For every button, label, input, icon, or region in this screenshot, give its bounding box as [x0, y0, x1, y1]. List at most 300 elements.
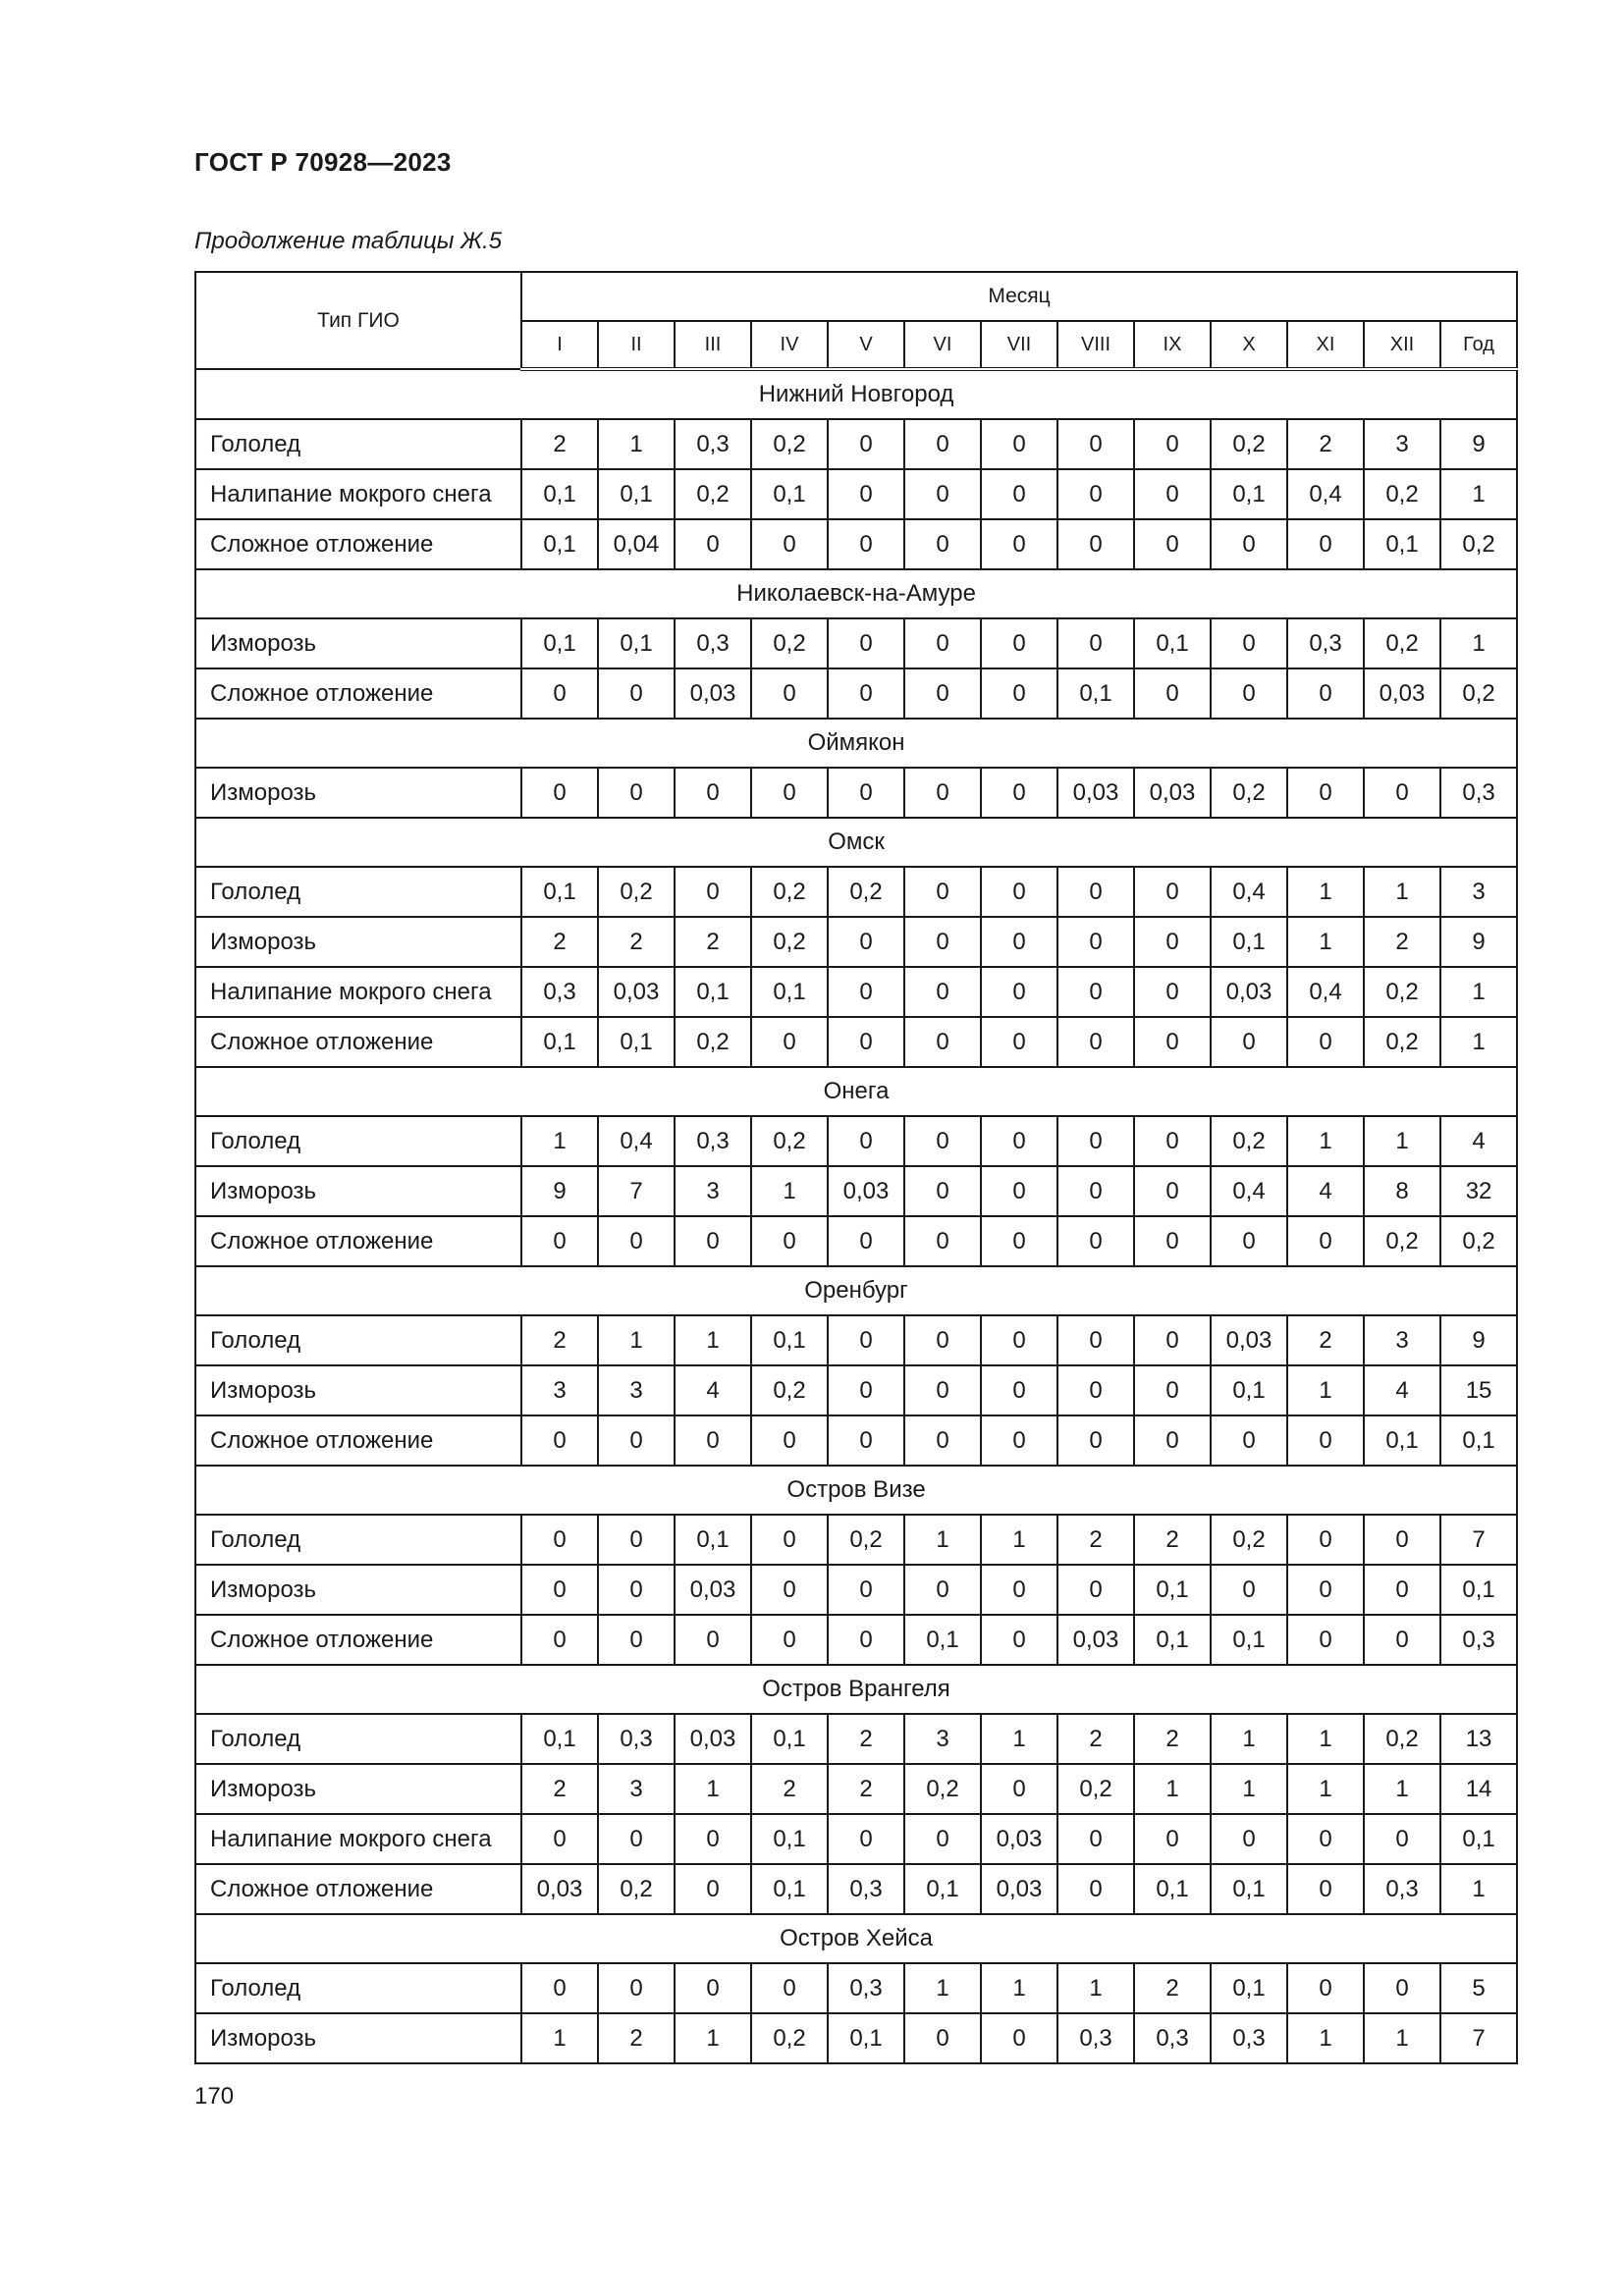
month-value-cell: 0 [981, 668, 1057, 719]
column-header-0: I [521, 321, 598, 369]
month-value-cell: 0,1 [521, 1017, 598, 1067]
month-value-cell: 0 [1134, 867, 1211, 917]
month-value-cell: 0,1 [1057, 668, 1134, 719]
month-value-cell: 0,03 [675, 668, 751, 719]
month-value-cell: 0 [904, 419, 981, 469]
gio-type-cell: Сложное отложение [195, 1216, 521, 1266]
table-body [195, 369, 1517, 2063]
gio-table [194, 271, 1518, 2064]
gio-type-cell: Изморозь [195, 1365, 521, 1415]
gio-type-cell: Изморозь [195, 768, 521, 818]
station-name: Нижний Новгород [195, 369, 1517, 419]
month-value-cell: 0 [598, 1415, 675, 1466]
gio-type-cell: Сложное отложение [195, 1615, 521, 1665]
month-value-cell: 0,1 [1211, 469, 1287, 519]
month-value-cell: 0 [1057, 1365, 1134, 1415]
gio-type-cell: Изморозь [195, 618, 521, 668]
month-value-cell: 0 [904, 2013, 981, 2063]
month-value-cell: 0,03 [1134, 768, 1211, 818]
month-value-cell: 0,1 [1134, 1615, 1211, 1665]
month-value-cell: 1 [751, 1166, 828, 1216]
month-value-cell: 0,3 [1364, 1864, 1440, 1914]
month-value-cell: 0 [828, 519, 904, 569]
month-value-cell: 2 [1364, 917, 1440, 967]
station-row [195, 1665, 1517, 1714]
month-value-cell: 0,1 [1134, 618, 1211, 668]
month-value-cell: 0 [981, 519, 1057, 569]
month-value-cell: 0,03 [1211, 967, 1287, 1017]
column-header-1: II [598, 321, 675, 369]
station-name: Остров Хейса [195, 1914, 1517, 1963]
column-header-9: X [1211, 321, 1287, 369]
month-value-cell: 0 [981, 917, 1057, 967]
month-value-cell: 0 [751, 1415, 828, 1466]
month-value-cell: 0,03 [828, 1166, 904, 1216]
month-value-cell: 2 [1057, 1515, 1134, 1565]
month-value-cell: 0,2 [751, 867, 828, 917]
month-value-cell: 0 [1057, 1315, 1134, 1365]
table-row [195, 668, 1517, 719]
month-value-cell: 0 [1287, 1615, 1364, 1665]
month-value-cell: 0,2 [598, 867, 675, 917]
month-value-cell: 1 [1287, 2013, 1364, 2063]
month-value-cell: 0,1 [521, 867, 598, 917]
month-value-cell: 0,4 [598, 1116, 675, 1166]
month-value-cell: 1 [1364, 2013, 1440, 2063]
column-header-7: VIII [1057, 321, 1134, 369]
month-value-cell: 1 [598, 419, 675, 469]
month-value-cell: 1 [1364, 867, 1440, 917]
month-value-cell: 0,2 [1364, 1714, 1440, 1764]
month-value-cell: 0 [981, 1017, 1057, 1067]
month-value-cell: 0 [1287, 1415, 1364, 1466]
month-value-cell: 0,4 [1287, 469, 1364, 519]
table-caption: Продолжение таблицы Ж.5 [194, 228, 503, 254]
month-value-cell: 0,1 [675, 967, 751, 1017]
month-value-cell: 0 [1364, 1814, 1440, 1864]
table-row [195, 618, 1517, 668]
year-value-cell: 7 [1440, 1515, 1517, 1565]
gio-type-cell: Гололед [195, 1714, 521, 1764]
month-value-cell: 0 [904, 1116, 981, 1166]
month-value-cell: 0 [598, 668, 675, 719]
month-value-cell: 2 [521, 419, 598, 469]
month-value-cell: 0,2 [675, 469, 751, 519]
month-value-cell: 0 [1287, 519, 1364, 569]
month-value-cell: 8 [1364, 1166, 1440, 1216]
month-value-cell: 0 [828, 1315, 904, 1365]
month-value-cell: 0 [828, 768, 904, 818]
month-value-cell: 0 [1057, 1814, 1134, 1864]
gio-type-cell: Налипание мокрого снега [195, 469, 521, 519]
month-value-cell: 1 [1287, 917, 1364, 967]
month-value-cell: 0 [1211, 1216, 1287, 1266]
table-row [195, 1565, 1517, 1615]
month-value-cell: 0,2 [751, 618, 828, 668]
month-value-cell: 0 [1134, 1814, 1211, 1864]
month-value-cell: 2 [598, 2013, 675, 2063]
year-value-cell: 0,2 [1440, 519, 1517, 569]
month-value-cell: 1 [1364, 1764, 1440, 1814]
month-value-cell: 0 [904, 469, 981, 519]
month-value-cell: 0 [598, 768, 675, 818]
month-value-cell: 0 [1287, 1017, 1364, 1067]
month-value-cell: 0 [828, 1415, 904, 1466]
month-value-cell: 0 [1057, 967, 1134, 1017]
month-value-cell: 0 [904, 867, 981, 917]
month-value-cell: 0 [904, 1565, 981, 1615]
month-value-cell: 0,03 [1057, 1615, 1134, 1665]
type-column-header: Тип ГИО [195, 272, 521, 369]
month-value-cell: 0,1 [751, 1714, 828, 1764]
month-value-cell: 0 [904, 519, 981, 569]
month-value-cell: 0,3 [521, 967, 598, 1017]
station-row [195, 1067, 1517, 1116]
month-value-cell: 2 [675, 917, 751, 967]
month-value-cell: 0,2 [1211, 1116, 1287, 1166]
month-value-cell: 0,4 [1211, 1166, 1287, 1216]
month-value-cell: 2 [1287, 1315, 1364, 1365]
month-value-cell: 0 [521, 1216, 598, 1266]
month-value-cell: 0,2 [751, 419, 828, 469]
month-value-cell: 0 [1134, 1315, 1211, 1365]
month-value-cell: 3 [904, 1714, 981, 1764]
month-value-cell: 0,03 [1211, 1315, 1287, 1365]
table-row [195, 2013, 1517, 2063]
month-value-cell: 0 [1211, 1814, 1287, 1864]
month-value-cell: 0 [981, 1764, 1057, 1814]
month-value-cell: 0,3 [828, 1963, 904, 2013]
month-value-cell: 0,1 [1211, 917, 1287, 967]
month-value-cell: 2 [521, 917, 598, 967]
month-value-cell: 2 [828, 1764, 904, 1814]
column-header-2: III [675, 321, 751, 369]
month-value-cell: 0 [828, 1017, 904, 1067]
month-value-cell: 3 [1364, 1315, 1440, 1365]
month-value-cell: 0 [1364, 768, 1440, 818]
year-value-cell: 15 [1440, 1365, 1517, 1415]
month-value-cell: 0,03 [981, 1814, 1057, 1864]
month-value-cell: 0,03 [598, 967, 675, 1017]
month-value-cell: 1 [521, 2013, 598, 2063]
month-value-cell: 0,2 [751, 2013, 828, 2063]
month-value-cell: 0 [521, 768, 598, 818]
year-value-cell: 5 [1440, 1963, 1517, 2013]
month-value-cell: 2 [1134, 1714, 1211, 1764]
month-value-cell: 0 [1057, 867, 1134, 917]
month-value-cell: 0,1 [521, 469, 598, 519]
month-value-cell: 0,03 [981, 1864, 1057, 1914]
column-header-5: VI [904, 321, 981, 369]
column-header-11: XII [1364, 321, 1440, 369]
month-value-cell: 0 [981, 1166, 1057, 1216]
gio-type-cell: Гололед [195, 867, 521, 917]
table-row [195, 867, 1517, 917]
month-value-cell: 3 [521, 1365, 598, 1415]
month-value-cell: 1 [1287, 1764, 1364, 1814]
year-value-cell: 0,3 [1440, 1615, 1517, 1665]
month-value-cell: 0,1 [751, 1864, 828, 1914]
column-header-12: Год [1440, 321, 1517, 369]
month-value-cell: 2 [598, 917, 675, 967]
month-value-cell: 0 [981, 1415, 1057, 1466]
month-value-cell: 0 [598, 1814, 675, 1864]
month-value-cell: 4 [1364, 1365, 1440, 1415]
month-value-cell: 0,1 [598, 1017, 675, 1067]
month-value-cell: 0 [1134, 1216, 1211, 1266]
station-row [195, 1266, 1517, 1315]
month-value-cell: 0 [828, 1565, 904, 1615]
month-value-cell: 0 [1211, 618, 1287, 668]
month-value-cell: 0 [751, 668, 828, 719]
column-header-10: XI [1287, 321, 1364, 369]
month-value-cell: 4 [675, 1365, 751, 1415]
month-value-cell: 0,3 [1057, 2013, 1134, 2063]
month-value-cell: 0 [1287, 668, 1364, 719]
month-value-cell: 0 [828, 1116, 904, 1166]
year-value-cell: 1 [1440, 1017, 1517, 1067]
month-value-cell: 0 [828, 618, 904, 668]
table-row [195, 1166, 1517, 1216]
month-value-cell: 0,2 [1211, 419, 1287, 469]
month-value-cell: 2 [521, 1764, 598, 1814]
month-value-cell: 0 [828, 1615, 904, 1665]
month-value-cell: 0 [751, 1565, 828, 1615]
gio-type-cell: Гололед [195, 1315, 521, 1365]
year-value-cell: 13 [1440, 1714, 1517, 1764]
month-value-cell: 0 [1287, 1216, 1364, 1266]
month-value-cell: 0,3 [675, 1116, 751, 1166]
month-value-cell: 0 [828, 1814, 904, 1864]
month-value-cell: 0 [521, 1515, 598, 1565]
year-value-cell: 9 [1440, 419, 1517, 469]
table-row [195, 469, 1517, 519]
month-value-cell: 0 [1211, 1565, 1287, 1615]
month-value-cell: 0 [904, 1315, 981, 1365]
month-value-cell: 0 [675, 1216, 751, 1266]
month-value-cell: 0 [1364, 1963, 1440, 2013]
month-value-cell: 0,3 [675, 419, 751, 469]
month-value-cell: 2 [828, 1714, 904, 1764]
month-value-cell: 0,3 [1211, 2013, 1287, 2063]
month-value-cell: 4 [1287, 1166, 1364, 1216]
station-name: Оренбург [195, 1266, 1517, 1315]
month-value-cell: 0 [1211, 668, 1287, 719]
month-value-cell: 0 [1134, 1166, 1211, 1216]
month-value-cell: 0,2 [1211, 1515, 1287, 1565]
month-value-cell: 0 [981, 1565, 1057, 1615]
month-value-cell: 1 [1134, 1764, 1211, 1814]
month-value-cell: 0,1 [1211, 1365, 1287, 1415]
gio-type-cell: Изморозь [195, 1565, 521, 1615]
month-value-cell: 1 [675, 1315, 751, 1365]
month-value-cell: 0 [1287, 1963, 1364, 2013]
month-value-cell: 0 [981, 1615, 1057, 1665]
gio-type-cell: Изморозь [195, 1166, 521, 1216]
month-value-cell: 0 [904, 917, 981, 967]
station-name: Омск [195, 818, 1517, 867]
gio-type-cell: Изморозь [195, 1764, 521, 1814]
month-value-cell: 0 [828, 917, 904, 967]
month-value-cell: 0,4 [1287, 967, 1364, 1017]
month-value-cell: 9 [521, 1166, 598, 1216]
table-row [195, 1814, 1517, 1864]
month-value-cell: 0 [521, 1814, 598, 1864]
month-value-cell: 0 [675, 1814, 751, 1864]
month-value-cell: 0,03 [521, 1864, 598, 1914]
table-row [195, 1415, 1517, 1466]
month-value-cell: 0 [904, 1017, 981, 1067]
month-value-cell: 0,03 [1057, 768, 1134, 818]
year-value-cell: 4 [1440, 1116, 1517, 1166]
month-value-cell: 1 [904, 1963, 981, 2013]
month-value-cell: 0 [598, 1615, 675, 1665]
month-value-cell: 1 [981, 1714, 1057, 1764]
month-value-cell: 0 [598, 1515, 675, 1565]
month-value-cell: 0 [1057, 519, 1134, 569]
year-value-cell: 0,2 [1440, 668, 1517, 719]
table-row [195, 1714, 1517, 1764]
gio-type-cell: Гололед [195, 1963, 521, 2013]
month-value-cell: 0 [904, 768, 981, 818]
table-row [195, 1315, 1517, 1365]
month-value-cell: 0 [675, 1415, 751, 1466]
month-value-cell: 0 [675, 1864, 751, 1914]
month-value-cell: 0 [1134, 419, 1211, 469]
month-value-cell: 0 [1134, 917, 1211, 967]
station-row [195, 569, 1517, 618]
month-value-cell: 0 [1134, 1415, 1211, 1466]
month-value-cell: 0,1 [675, 1515, 751, 1565]
month-value-cell: 0 [1057, 1864, 1134, 1914]
month-value-cell: 1 [1211, 1764, 1287, 1814]
month-value-cell: 0,1 [521, 1714, 598, 1764]
month-value-cell: 0,1 [904, 1864, 981, 1914]
month-value-cell: 0,3 [828, 1864, 904, 1914]
month-value-cell: 0 [751, 1963, 828, 2013]
table-row [195, 1116, 1517, 1166]
year-value-cell: 32 [1440, 1166, 1517, 1216]
station-name: Остров Врангеля [195, 1665, 1517, 1714]
month-value-cell: 3 [675, 1166, 751, 1216]
month-value-cell: 0,2 [598, 1864, 675, 1914]
column-header-6: VII [981, 321, 1057, 369]
month-value-cell: 0 [521, 1615, 598, 1665]
gio-type-cell: Сложное отложение [195, 1017, 521, 1067]
station-name: Остров Визе [195, 1466, 1517, 1515]
month-value-cell: 0 [1364, 1615, 1440, 1665]
month-value-cell: 0,2 [675, 1017, 751, 1067]
month-value-cell: 0 [1057, 917, 1134, 967]
month-value-cell: 0,1 [1364, 519, 1440, 569]
month-value-cell: 0 [904, 1216, 981, 1266]
month-value-cell: 0 [1057, 1166, 1134, 1216]
month-value-cell: 1 [521, 1116, 598, 1166]
month-value-cell: 0 [904, 1365, 981, 1415]
station-row [195, 369, 1517, 419]
year-value-cell: 0,1 [1440, 1565, 1517, 1615]
month-value-cell: 0 [675, 867, 751, 917]
month-value-cell: 0 [598, 1565, 675, 1615]
month-value-cell: 0 [828, 967, 904, 1017]
month-value-cell: 0 [675, 1963, 751, 2013]
station-name: Оймякон [195, 719, 1517, 768]
month-value-cell: 0 [1134, 469, 1211, 519]
month-value-cell: 0 [1211, 1415, 1287, 1466]
month-value-cell: 0,3 [1134, 2013, 1211, 2063]
month-value-cell: 1 [904, 1515, 981, 1565]
month-value-cell: 0,2 [828, 867, 904, 917]
month-value-cell: 2 [1057, 1714, 1134, 1764]
month-value-cell: 0,2 [1364, 1017, 1440, 1067]
month-value-cell: 0,2 [1364, 469, 1440, 519]
table-row [195, 519, 1517, 569]
month-value-cell: 0 [828, 419, 904, 469]
month-value-cell: 0 [1057, 1116, 1134, 1166]
month-value-cell: 0 [1364, 1565, 1440, 1615]
month-value-cell: 1 [981, 1515, 1057, 1565]
month-value-cell: 0 [981, 469, 1057, 519]
month-value-cell: 0,3 [1287, 618, 1364, 668]
month-value-cell: 0,3 [598, 1714, 675, 1764]
month-value-cell: 0 [598, 1963, 675, 2013]
month-value-cell: 0,1 [521, 618, 598, 668]
gio-type-cell: Изморозь [195, 917, 521, 967]
month-value-cell: 3 [1364, 419, 1440, 469]
month-value-cell: 0 [1134, 1365, 1211, 1415]
month-value-cell: 2 [1134, 1515, 1211, 1565]
month-value-cell: 0 [1287, 1864, 1364, 1914]
month-value-cell: 0 [1134, 967, 1211, 1017]
month-value-cell: 1 [1287, 1116, 1364, 1166]
month-value-cell: 0,1 [751, 967, 828, 1017]
gio-type-cell: Изморозь [195, 2013, 521, 2063]
year-value-cell: 9 [1440, 917, 1517, 967]
gio-type-cell: Гололед [195, 419, 521, 469]
month-value-cell: 0 [981, 867, 1057, 917]
month-value-cell: 0 [751, 1017, 828, 1067]
month-value-cell: 3 [598, 1764, 675, 1814]
month-value-cell: 0 [828, 668, 904, 719]
month-value-cell: 0 [1057, 1017, 1134, 1067]
month-value-cell: 0,1 [598, 618, 675, 668]
year-value-cell: 1 [1440, 967, 1517, 1017]
year-value-cell: 1 [1440, 469, 1517, 519]
gio-type-cell: Сложное отложение [195, 1864, 521, 1914]
month-value-cell: 0 [904, 1814, 981, 1864]
month-value-cell: 0 [981, 419, 1057, 469]
table-row [195, 967, 1517, 1017]
month-value-cell: 0,2 [1364, 618, 1440, 668]
month-value-cell: 0 [675, 519, 751, 569]
year-value-cell: 1 [1440, 618, 1517, 668]
gio-type-cell: Налипание мокрого снега [195, 967, 521, 1017]
page-number: 170 [194, 2083, 235, 2109]
month-value-cell: 2 [1287, 419, 1364, 469]
column-header-3: IV [751, 321, 828, 369]
month-value-cell: 1 [1287, 1714, 1364, 1764]
month-value-cell: 0 [1287, 1515, 1364, 1565]
month-value-cell: 0 [1057, 1216, 1134, 1266]
month-value-cell: 0,1 [751, 469, 828, 519]
gio-type-cell: Сложное отложение [195, 519, 521, 569]
year-value-cell: 0,2 [1440, 1216, 1517, 1266]
month-value-cell: 0 [828, 469, 904, 519]
month-value-cell: 0 [981, 618, 1057, 668]
month-value-cell: 0 [1134, 668, 1211, 719]
month-value-cell: 0,2 [1364, 967, 1440, 1017]
month-value-cell: 0 [1057, 618, 1134, 668]
